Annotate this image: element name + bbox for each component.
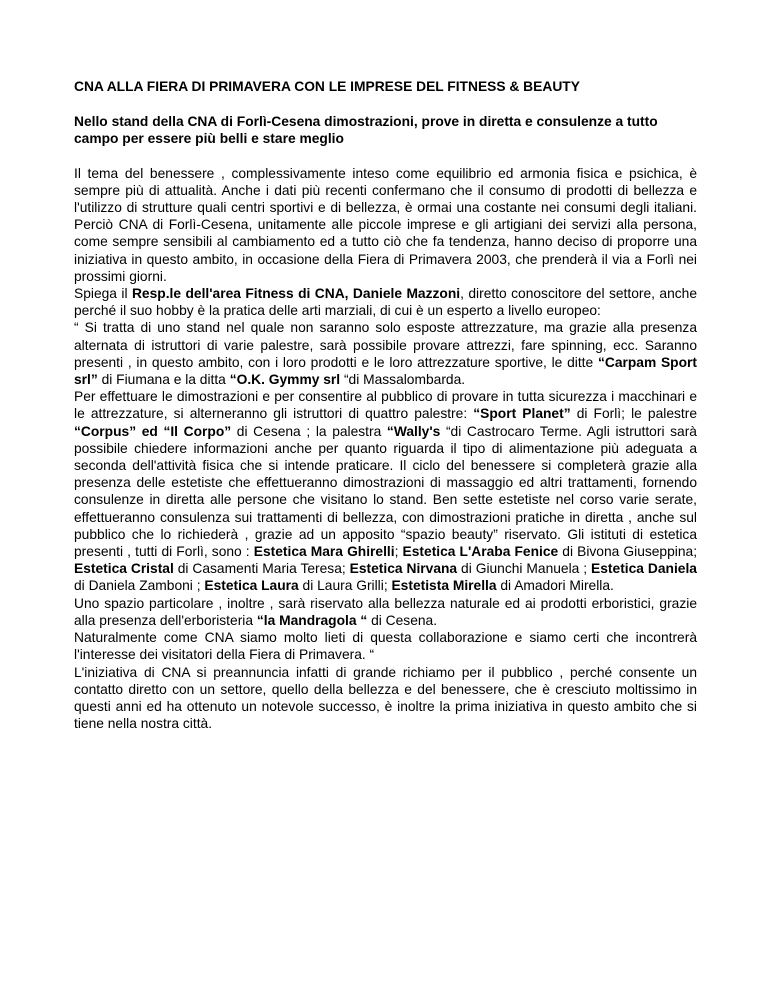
text-run: , diretto conoscitore del settore, anche perché il suo hobby è la pratica delle arti marziali, di cui è un esperto a livello europeo: (74, 286, 698, 319)
bold-run: Estetica Laura (204, 578, 299, 594)
paragraph-conclusion: L'iniziativa di CNA si preannuncia infatti di grande richiamo per il pubblico , perché consente un contatto diretto con un settore, quello della bellezza e del benessere, che è cresciuto moltissimo in questi anni ed ha ottenuto un notevole successo, è inoltre la prima iniziativa in questo ambito che si tiene nella nostra città. (74, 664, 697, 732)
bold-run: Estetica Cristal (74, 561, 174, 577)
bold-run: Resp.le dell'area Fitness di CNA, Daniele Mazzoni (131, 286, 461, 302)
text-run: Uno spazio particolare , inoltre , sarà riservato alla bellezza naturale ed ai prodotti erboristici, grazie alla presenza dell'erboristeria (74, 595, 697, 628)
document-page (74, 78, 697, 732)
paragraph-erboristeria (74, 595, 697, 629)
bold-run: Estetica Daniela (591, 561, 697, 577)
text-run: “ Si tratta di uno stand nel quale non saranno solo esposte attrezzature, ma grazie alla presenza alternata di istruttori di varie palestre, sarà possibile provare attrezzi, fare spinning, ecc. Saranno presenti , in questo ambito, con i loro prodotti e le loro attrezzature sportive, le ditte (74, 320, 697, 370)
text-run: di Giunchi Manuela ; (457, 561, 592, 577)
document-subtitle: Nello stand della CNA di Forlì-Cesena dimostrazioni, prove in diretta e consulenze a tutto campo per essere più belli e stare meglio (74, 114, 658, 147)
text-run: Per effettuare le dimostrazioni e per consentire al pubblico di provare in tutta sicurezza i macchinari e le attrezzature, si alterneranno gli istruttori di quattro palestre: (74, 389, 697, 422)
bold-run: “Corpus” ed “Il Corpo” (74, 423, 232, 439)
text-run: ; (394, 544, 403, 560)
text-run: di Laura Grilli; (298, 578, 392, 594)
bold-run: Estetica Nirvana (349, 561, 458, 577)
text-run: di Amadori Mirella. (496, 578, 614, 594)
document-body (74, 165, 697, 733)
paragraph-mazzoni (74, 285, 697, 319)
bold-run: “Carpam Sport srl” (74, 354, 698, 388)
paragraph-collaborazione: Naturalmente come CNA siamo molto lieti di questa collaborazione e siamo certi che incontrerà l'interesse dei visitatori della Fiera di Primavera. “ (74, 630, 697, 663)
paragraph-intro: Il tema del benessere , complessivamente inteso come equilibrio ed armonia fisica e psichica, è sempre più di attualità. Anche i dati più recenti confermano che il consumo di prodotti di bellezza e l'utilizzo di strutture quali centri sportivi e di bellezza, è ormai una costante nei consumi degli italiani. Perciò CNA di Forlì-Cesena, unitamente alle piccole imprese e gli artigiani dei servizi alla persona, come sempre sensibili al cambiamento ed a tutto ciò che fa tendenza, hanno deciso di proporre una iniziativa in questo ambito, in occasione della Fiera di Primavera 2003, che prenderà il via a Forlì nei prossimi giorni. (74, 165, 697, 284)
document-title: CNA ALLA FIERA DI PRIMAVERA CON LE IMPRESE DEL FITNESS & BEAUTY (74, 79, 580, 94)
bold-run: “Sport Planet” (473, 406, 571, 422)
text-run: di Cesena ; la palestra (231, 423, 387, 439)
bold-run: Estetica L'Araba Fenice (402, 544, 559, 560)
text-run: di Casamenti Maria Teresa; (173, 561, 350, 577)
text-run: “di Castrocaro Terme. Agli istruttori sarà possibile chiedere informazioni anche per quanto riguarda il tipo di alimentazione più adeguata a seconda dell'attività fisica che si intende praticare. Il ciclo del benessere si completerà grazie alla presenza delle estetiste che effettueranno dimostrazioni di massaggio ed altri trattamenti, fornendo consulenze in diretta alle persone che visitano lo stand. Ben sette estetiste nel corso varie serate, effettueranno consulenza sui trattamenti di bellezza, con dimostrazioni pratiche in diretta , anche sul pubblico che lo richiederà , grazie ad un apposito “spazio beauty” riservato. Gli istituti di estetica presenti , tutti di Forlì, sono : (74, 423, 697, 560)
text-run: di Fiumana e la ditta (97, 372, 230, 388)
bold-run: “la Mandragola “ (256, 612, 368, 628)
paragraph-dimostrazioni (74, 388, 697, 594)
text-run: di Forlì; le palestre (570, 406, 697, 422)
text-run: di Cesena. (367, 612, 438, 628)
bold-run: “O.K. Gymmy srl (229, 372, 341, 388)
text-run: “di Massalombarda. (340, 372, 466, 388)
text-run: di Daniela Zamboni ; (74, 578, 205, 594)
bold-run: Estetista Mirella (391, 578, 497, 594)
text-run: di Bivona Giuseppina; (558, 544, 698, 560)
bold-run: Estetica Mara Ghirelli (253, 544, 395, 560)
paragraph-stand (74, 319, 697, 388)
bold-run: “Wally's (386, 423, 441, 439)
text-run: Spiega il (74, 286, 132, 302)
